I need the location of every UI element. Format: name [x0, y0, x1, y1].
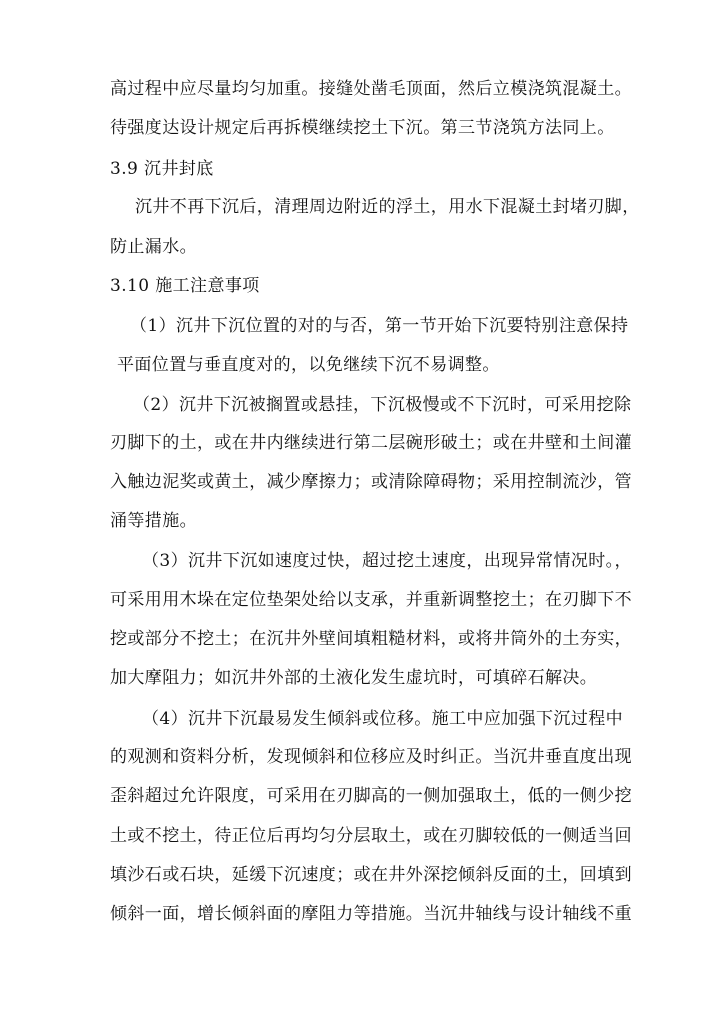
text-line-13: （3）沉井下沉如速度过快，超过挖土速度，出现异常情况时。，: [142, 551, 632, 571]
text-line-22: 倾斜一面，增长倾斜面的摩阻力等措施。当沉井轴线与设计轴线不重: [110, 904, 632, 924]
text-line-21: 填沙石或石块，延缓下沉速度；或在井外深挖倾斜反面的土，回填到: [110, 865, 632, 885]
text-line-7: （1）沉井下沉位置的对的与否，第一节开始下沉要特别注意保持: [130, 316, 629, 336]
text-line-5: 防止漏水。: [110, 237, 197, 257]
text-line-4: 沉井不再下沉后，清理周边附近的浮土，用水下混凝土封堵刃脚，: [135, 197, 640, 217]
text-line-15: 挖或部分不挖土；在沉井外壁间填粗糙材料，或将井筒外的土夯实，: [110, 629, 632, 649]
section-heading-3-10: 3.10 施工注意事项: [110, 276, 260, 296]
text-line-8: 平面位置与垂直度对的，以免继续下沉不易调整。: [117, 355, 500, 375]
text-line-9: （2）沉井下沉被搁置或悬挂，下沉极慢或不下沉时，可采用挖除: [133, 395, 632, 415]
text-line-14: 可采用用木垛在定位垫架处给以支承，并重新调整挖土；在刃脚下不: [110, 590, 632, 610]
text-line-17: （4）沉井下沉最易发生倾斜或位移。施工中应加强下沉过程中: [142, 709, 624, 729]
text-line-18: 的观测和资料分析，发现倾斜和位移应及时纠正。当沉井垂直度出现: [110, 747, 632, 767]
section-heading-3-9: 3.9 沉井封底: [110, 159, 214, 179]
text-line-20: 土或不挖土，待正位后再均匀分层取土，或在刃脚较低的一侧适当回: [110, 826, 632, 846]
text-line-12: 涌等措施。: [110, 511, 197, 531]
text-line-16: 加大摩阻力；如沉井外部的土液化发生虚坑时，可填碎石解决。: [110, 668, 598, 688]
text-line-11: 入触边泥奖或黄土，减少摩擦力；或清除障碍物；采用控制流沙，管: [110, 472, 632, 492]
text-line-2: 待强度达设计规定后再拆模继续挖土下沉。第三节浇筑方法同上。: [110, 118, 615, 138]
text-line-19: 歪斜超过允许限度，可采用在刃脚高的一侧加强取土，低的一侧少挖: [110, 786, 632, 806]
text-line-10: 刃脚下的土，或在井内继续进行第二层碗形破土；或在井壁和土间灌: [110, 433, 632, 453]
text-line-1: 高过程中应尽量均匀加重。接缝处凿毛顶面，然后立模浇筑混凝土。: [110, 79, 632, 99]
